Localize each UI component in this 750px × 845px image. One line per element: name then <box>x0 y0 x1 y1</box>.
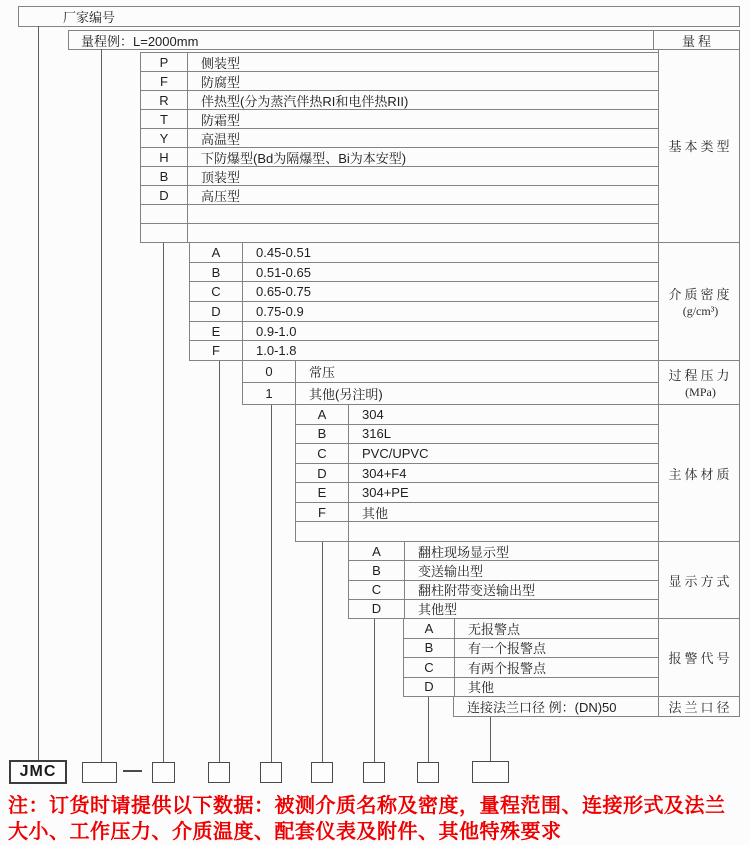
desc-cell <box>188 224 658 242</box>
code-cell: A <box>190 243 243 262</box>
desc-cell: 有两个报警点 <box>468 660 547 676</box>
table-row-empty <box>296 521 658 541</box>
desc-cell: 0.9-1.0 <box>256 323 297 339</box>
code-cell: D <box>296 464 349 483</box>
selection-table-body-material <box>295 404 659 542</box>
desc-cell: 其他型 <box>418 602 458 618</box>
desc-cell: 0.75-0.9 <box>256 303 304 319</box>
table-row <box>404 619 658 638</box>
table-row <box>190 262 658 282</box>
connector-line-flange <box>490 716 491 762</box>
table-row <box>404 677 658 697</box>
desc-cell: 其他(另注明) <box>309 387 383 402</box>
table-row <box>404 657 658 677</box>
category-label-body-material <box>659 405 739 542</box>
desc-cell: 有一个报警点 <box>468 641 547 657</box>
desc-cell: 常压 <box>309 365 336 380</box>
code-cell: E <box>190 322 243 341</box>
desc-cell: 翻柱附带变送输出型 <box>418 583 536 599</box>
table-row <box>141 166 658 185</box>
desc-cell: 高温型 <box>201 131 241 147</box>
code-cell: F <box>141 72 188 90</box>
table-row <box>141 90 658 109</box>
table-row <box>349 580 658 599</box>
code-cell: 0 <box>243 361 296 382</box>
code-box-material <box>311 762 333 783</box>
code-box-flange <box>472 761 509 783</box>
code-cell: R <box>141 91 188 109</box>
category-text: 报警代号 <box>668 651 733 666</box>
code-cell <box>141 224 188 242</box>
connector-line-display <box>374 618 375 763</box>
desc-cell: 防霜型 <box>201 112 241 128</box>
desc-cell: 316L <box>362 426 391 442</box>
code-cell: B <box>296 425 349 444</box>
code-cell: C <box>296 444 349 463</box>
desc-cell <box>188 205 658 223</box>
table-row-empty <box>141 223 658 242</box>
category-label-medium-density <box>659 243 739 361</box>
code-cell: P <box>141 53 188 71</box>
table-row <box>190 243 658 262</box>
code-cell: D <box>404 678 455 697</box>
code-box-display <box>363 762 385 783</box>
connector-line-material <box>322 541 323 763</box>
code-box-range <box>82 762 117 783</box>
category-label-flange-diameter <box>659 697 739 717</box>
table-row <box>190 281 658 301</box>
code-cell: H <box>141 148 188 166</box>
desc-cell: 304+PE <box>362 485 409 501</box>
desc-cell: 304 <box>362 406 384 422</box>
desc-cell: 变送输出型 <box>418 563 484 579</box>
table-row <box>296 443 658 463</box>
desc-cell: 顶装型 <box>201 169 241 185</box>
table-row <box>243 361 658 382</box>
connector-line-alarm <box>428 696 429 763</box>
range-example-text: 量程例：L=2000mm <box>81 33 199 49</box>
desc-cell: 翻柱现场显示型 <box>418 544 510 560</box>
category-unit-text: (MPa) <box>685 385 716 399</box>
selection-table-basic-type <box>140 52 659 243</box>
category-label-display-mode <box>659 542 739 619</box>
code-cell: B <box>349 561 405 579</box>
code-box-basic-type <box>152 762 175 783</box>
desc-cell: 其他 <box>362 505 389 521</box>
category-label-basic-type <box>659 49 739 243</box>
code-cell: B <box>190 263 243 282</box>
code-cell: B <box>404 639 455 658</box>
table-row <box>349 560 658 579</box>
desc-cell: 高压型 <box>201 188 241 204</box>
category-text: 基本类型 <box>668 139 733 154</box>
table-row-empty <box>141 204 658 223</box>
connector-line-density <box>219 360 220 763</box>
table-row <box>296 424 658 444</box>
category-label-alarm-code <box>659 619 739 697</box>
desc-cell: 1.0-1.8 <box>256 343 297 359</box>
table-row <box>141 185 658 204</box>
code-cell: C <box>349 581 405 599</box>
order-note-line2: 大小、工作压力、介质温度、配套仪表及附件、其他特殊要求 <box>8 821 562 843</box>
category-text: 主体材质 <box>668 466 733 482</box>
model-prefix-text: JMC <box>19 763 57 780</box>
desc-cell: 侧装型 <box>201 55 241 71</box>
code-cell: F <box>190 341 243 360</box>
category-text: 过程压力 <box>668 368 733 383</box>
table-row <box>404 638 658 658</box>
desc-cell: 0.65-0.75 <box>256 284 311 300</box>
category-label-process-pressure <box>659 361 739 405</box>
model-prefix-box <box>9 760 67 784</box>
table-row <box>296 502 658 522</box>
connector-line-pressure <box>271 404 272 763</box>
desc-cell: 304+F4 <box>362 465 407 481</box>
connector-line-basic-type <box>163 242 164 763</box>
selection-table-medium-density <box>189 242 659 361</box>
model-code-dash <box>123 770 142 772</box>
code-cell: C <box>190 282 243 301</box>
code-cell: Y <box>141 129 188 147</box>
code-cell: A <box>404 619 455 638</box>
code-cell: A <box>349 542 405 560</box>
desc-cell: PVC/UPVC <box>362 445 429 461</box>
desc-cell: 0.51-0.65 <box>256 264 311 280</box>
desc-cell: 无报警点 <box>468 621 521 637</box>
desc-cell: 0.45-0.51 <box>256 244 311 260</box>
connector-line-manufacturer <box>38 26 39 761</box>
selection-table-alarm-code <box>403 618 659 697</box>
category-unit-text: (g/cm³) <box>682 304 719 318</box>
order-note <box>8 793 750 845</box>
table-row <box>349 599 658 618</box>
code-cell: B <box>141 167 188 185</box>
code-cell: D <box>349 600 405 618</box>
selection-table-process-pressure <box>242 360 659 405</box>
code-box-pressure <box>260 762 282 783</box>
code-cell: D <box>190 302 243 321</box>
table-row <box>296 463 658 483</box>
code-box-density <box>208 762 230 783</box>
table-row <box>141 53 658 71</box>
table-row <box>141 147 658 166</box>
desc-cell: 防腐型 <box>201 74 241 90</box>
flange-diameter-row <box>453 696 659 717</box>
table-row <box>296 405 658 424</box>
desc-cell: 其他 <box>468 680 495 696</box>
flange-diameter-text: 连接法兰口径 例：(DN)50 <box>467 700 617 715</box>
desc-cell: 伴热型(分为蒸汽伴热RI和电伴热RII) <box>201 93 409 109</box>
connector-line-range <box>101 49 102 762</box>
manufacturer-number-box <box>18 6 740 27</box>
category-label-range: 量程 <box>653 31 739 49</box>
code-box-alarm <box>417 762 439 783</box>
code-cell: A <box>296 405 349 424</box>
code-cell: C <box>404 658 455 677</box>
code-cell: 1 <box>243 383 296 404</box>
code-cell <box>141 205 188 223</box>
range-example-row <box>68 30 740 50</box>
table-row <box>141 71 658 90</box>
table-row <box>190 340 658 360</box>
table-row <box>141 109 658 128</box>
table-row <box>141 128 658 147</box>
code-cell: F <box>296 503 349 522</box>
code-cell <box>296 522 349 541</box>
code-cell: E <box>296 483 349 502</box>
table-row <box>296 482 658 502</box>
selection-table-display-mode <box>348 541 659 619</box>
category-label-column <box>658 49 740 717</box>
category-text: 显示方式 <box>668 573 733 589</box>
table-row <box>349 542 658 560</box>
order-note-line1: 注：订货时请提供以下数据：被测介质名称及密度，量程范围、连接形式及法兰 <box>8 795 726 817</box>
desc-cell <box>349 522 658 541</box>
table-row <box>190 301 658 321</box>
table-row <box>190 321 658 341</box>
category-text: 法兰口径 <box>668 700 733 715</box>
category-text: 介质密度 <box>668 287 733 302</box>
code-cell: D <box>141 186 188 204</box>
desc-cell: 下防爆型(Bd为隔爆型、Bi为本安型) <box>201 150 407 166</box>
code-cell: T <box>141 110 188 128</box>
manufacturer-number-label: 厂家编号 <box>63 10 116 25</box>
table-row <box>243 382 658 404</box>
